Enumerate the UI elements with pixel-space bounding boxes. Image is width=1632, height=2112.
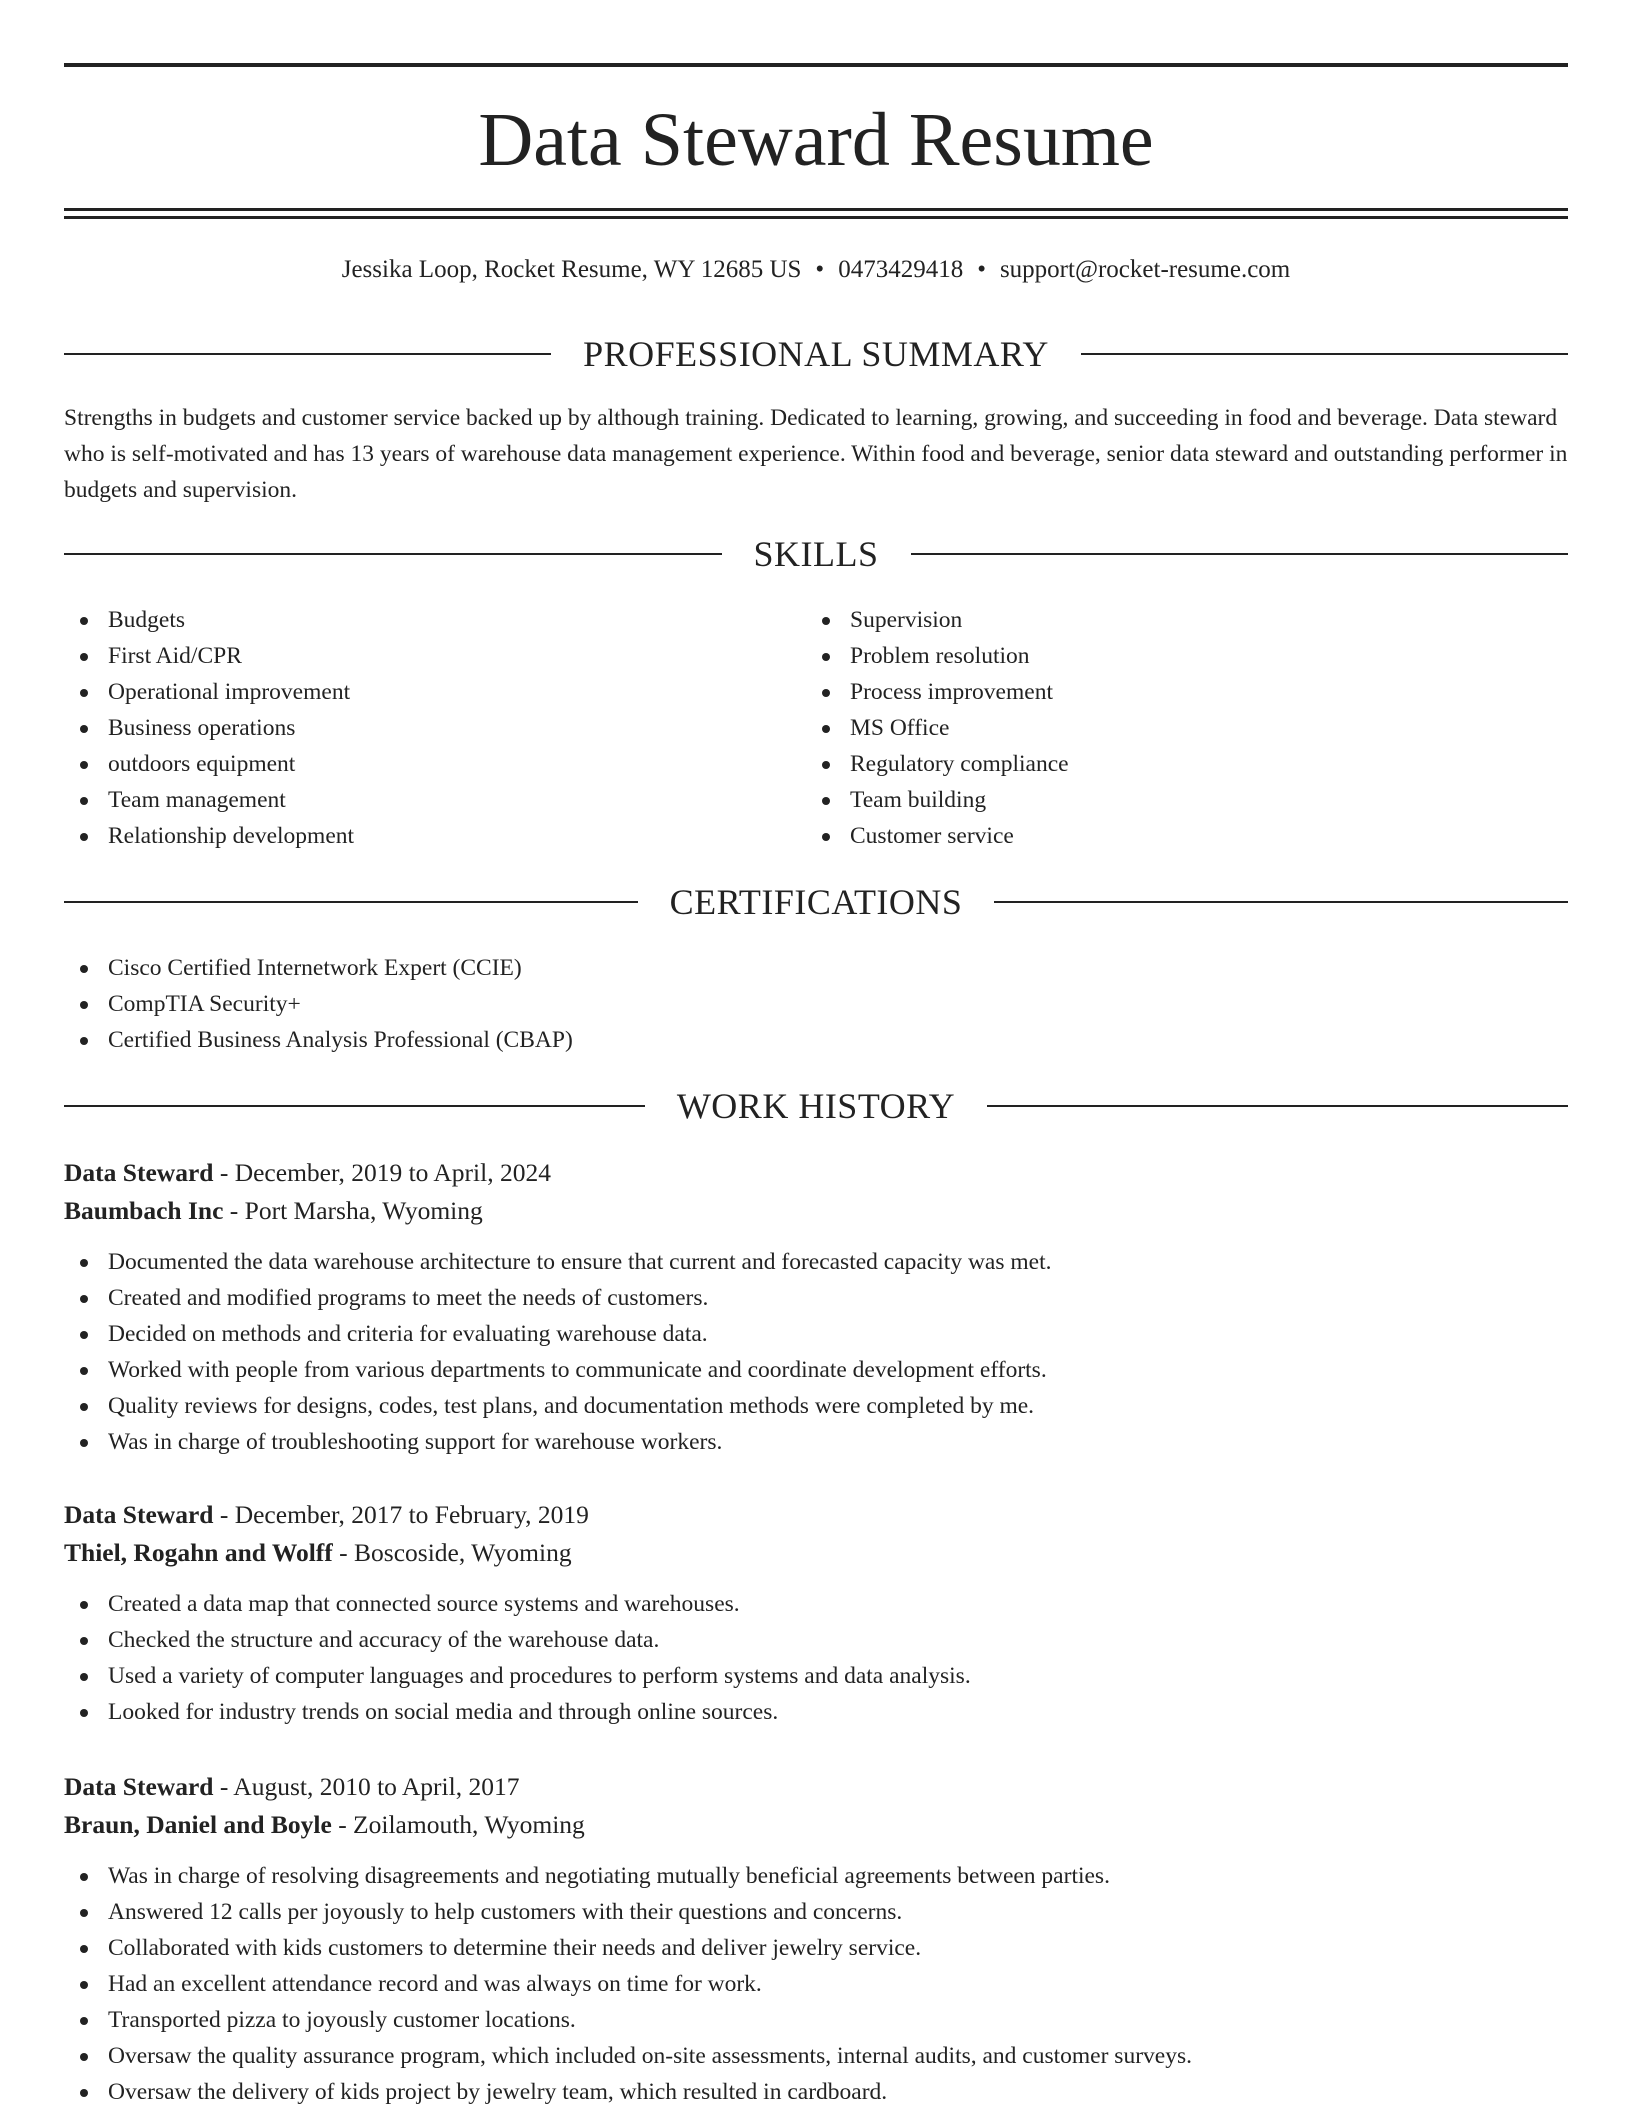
resume-title: Data Steward Resume [478, 98, 1154, 182]
header-double-rule-upper [64, 208, 1568, 211]
skills-section-heading [64, 532, 1568, 576]
skill-item: MS Office [806, 710, 1546, 746]
skill-item: outdoors equipment [64, 746, 804, 782]
skill-item: Team management [64, 782, 804, 818]
section-title: PROFESSIONAL SUMMARY [583, 334, 1049, 374]
job-company-line [64, 1534, 1568, 1572]
job-title-line [64, 1768, 1568, 1806]
header-top-rule [64, 63, 1568, 67]
heading-rule-right [987, 1105, 1568, 1107]
skill-item: Supervision [806, 602, 1546, 638]
skill-item: Problem resolution [806, 638, 1546, 674]
job-dates: - August, 2010 to April, 2017 [213, 1772, 520, 1801]
job-duty: Used a variety of computer languages and procedures to perform systems and data analysis. [64, 1658, 1568, 1694]
heading-rule-left [64, 1105, 645, 1107]
section-title: SKILLS [753, 534, 879, 574]
section-title: CERTIFICATIONS [669, 882, 963, 922]
job-duty: Created and modified programs to meet the needs of customers. [64, 1280, 1568, 1316]
job-title-line [64, 1154, 1568, 1192]
heading-rule-left [64, 553, 722, 555]
job-company: Baumbach Inc [64, 1196, 224, 1225]
heading-rule-right [911, 553, 1569, 555]
job-title: Data Steward [64, 1500, 214, 1529]
job-duties-list [64, 1586, 1568, 1730]
job-title: Data Steward [64, 1158, 214, 1187]
professional-summary: Strengths in budgets and customer service backed up by although training. Dedicated to learning, growing, and succeeding in food and beverage. Data steward who is self-motivated and has 13 years of warehouse data management experience. Within food and beverage, senior data steward and outstanding performer in budgets and supervision. [64, 405, 1568, 503]
certifications-section-heading [64, 880, 1568, 924]
job-title: Data Steward [64, 1772, 214, 1801]
job-location: - Zoilamouth, Wyoming [331, 1810, 585, 1839]
skill-item: Regulatory compliance [806, 746, 1546, 782]
job-dates: - December, 2017 to February, 2019 [213, 1500, 589, 1529]
job-company: Thiel, Rogahn and Wolff [64, 1538, 333, 1567]
job-company-line [64, 1192, 1568, 1230]
skills-list-left [64, 602, 804, 854]
job-duty: Checked the structure and accuracy of the warehouse data. [64, 1622, 1568, 1658]
job-duty: Looked for industry trends on social media and through online sources. [64, 1694, 1568, 1730]
job-duty: Collaborated with kids customers to determine their needs and deliver jewelry service. [64, 1930, 1568, 1966]
job-dates: - December, 2019 to April, 2024 [213, 1158, 551, 1187]
contact-separator: • [977, 256, 986, 283]
job-duty: Oversaw the quality assurance program, which included on-site assessments, internal audits, and customer surveys. [64, 2038, 1568, 2074]
heading-rule-left [64, 353, 551, 355]
skill-item: Team building [806, 782, 1546, 818]
skill-item: Operational improvement [64, 674, 804, 710]
job-entry [64, 1496, 1568, 1730]
job-duties-list [64, 1858, 1568, 2110]
job-duty: Answered 12 calls per joyously to help customers with their questions and concerns. [64, 1894, 1568, 1930]
certification-item: Cisco Certified Internetwork Expert (CCIE) [64, 950, 1568, 986]
skill-item: Customer service [806, 818, 1546, 854]
contact-separator: • [815, 256, 825, 283]
contact-address: Jessika Loop, Rocket Resume, WY 12685 US [341, 256, 802, 283]
certifications-list [64, 950, 1568, 1058]
work-history-section-heading [64, 1084, 1568, 1128]
job-duty: Oversaw the delivery of kids project by jewelry team, which resulted in cardboard. [64, 2074, 1568, 2110]
heading-rule-right [994, 901, 1568, 903]
skill-item: Relationship development [64, 818, 804, 854]
contact-phone: 0473429418 [838, 256, 964, 283]
job-duty: Quality reviews for designs, codes, test plans, and documentation methods were completed by me. [64, 1388, 1568, 1424]
job-location: - Port Marsha, Wyoming [223, 1196, 483, 1225]
skill-item: First Aid/CPR [64, 638, 804, 674]
job-company: Braun, Daniel and Boyle [64, 1810, 332, 1839]
job-duty: Was in charge of resolving disagreements and negotiating mutually beneficial agreements between parties. [64, 1858, 1568, 1894]
job-entry [64, 1154, 1568, 1460]
summary-section-heading [64, 332, 1568, 376]
job-title-line [64, 1496, 1568, 1534]
skill-item: Process improvement [806, 674, 1546, 710]
job-duties-list [64, 1244, 1568, 1460]
contact-email: support@rocket-resume.com [999, 256, 1291, 283]
job-company-line [64, 1806, 1568, 1844]
job-duty: Created a data map that connected source systems and warehouses. [64, 1586, 1568, 1622]
skill-item: Budgets [64, 602, 804, 638]
heading-rule-left [64, 901, 638, 903]
job-duty: Had an excellent attendance record and was always on time for work. [64, 1966, 1568, 2002]
job-entry [64, 1768, 1568, 2110]
header-double-rule-lower [64, 216, 1568, 219]
job-duty: Decided on methods and criteria for evaluating warehouse data. [64, 1316, 1568, 1352]
job-duty: Worked with people from various departments to communicate and coordinate development efforts. [64, 1352, 1568, 1388]
heading-rule-right [1081, 353, 1568, 355]
section-title: WORK HISTORY [676, 1086, 956, 1126]
job-location: - Boscoside, Wyoming [332, 1538, 572, 1567]
certification-item: CompTIA Security+ [64, 986, 1568, 1022]
certification-item: Certified Business Analysis Professional (CBAP) [64, 1022, 1568, 1058]
contact-line [64, 252, 1568, 288]
skill-item: Business operations [64, 710, 804, 746]
skills-list-right [806, 602, 1546, 854]
job-duty: Documented the data warehouse architecture to ensure that current and forecasted capacity was met. [64, 1244, 1568, 1280]
job-duty: Was in charge of troubleshooting support for warehouse workers. [64, 1424, 1568, 1460]
job-duty: Transported pizza to joyously customer locations. [64, 2002, 1568, 2038]
